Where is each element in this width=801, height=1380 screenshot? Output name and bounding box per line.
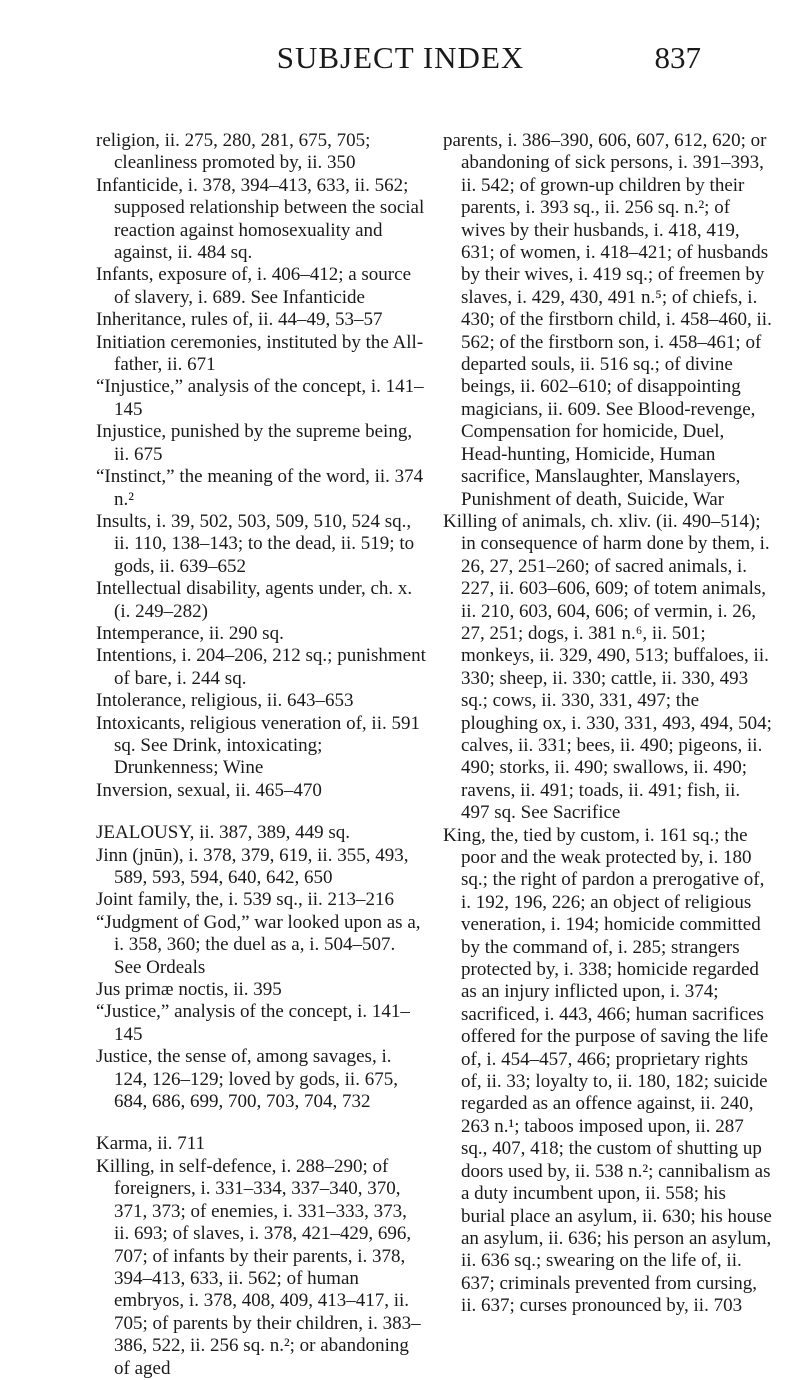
index-entry: Infants, exposure of, i. 406–412; a source of slavery, i. 689. See Infanticide: [96, 264, 412, 308]
index-entry-continued: parents, i. 386–390, 606, 607, 612, 620; or abandoning of sick persons, i. 391–393, ii. 542; of grown-up children by their parents, i. 393 sq., ii. 256 sq. n.²; of wives by their husbands, i. 418, 419, 631; of women, i. 418–421; of husbands by their wives, i. 419 sq.; of freemen by slaves, i. 429, 430, 491 n.⁵; of chiefs, i. 430; of the firstborn child, i. 458–460, ii. 562; of the firstborn son, i. 458–461; of departed souls, ii. 516 sq.; of divine beings, ii. 602–610; of disappointing magicians, ii. 609. See Blood-revenge, Compensation for homicide, Duel, Head-hunting, Homicide, Human sacrifice, Manslaughter, Manslayers, Punishment of death, Suicide, War: [443, 130, 772, 510]
index-entry: “Instinct,” the meaning of the word, ii. 374 n.²: [96, 466, 424, 510]
index-entry: Karma, ii. 711: [96, 1133, 206, 1155]
index-entry: “Judgment of God,” war looked upon as a, i. 358, 360; the duel as a, i. 504–507. See Ordeals: [96, 911, 421, 978]
index-entry: King, the, tied by custom, i. 161 sq.; the poor and the weak protected by, i. 180 sq.; the right of pardon a prerogative of, i. 192, 196, 226; an object of religious veneration, i. 194; homicide committed by the command of, i. 285; strangers protected by, i. 338; homicide regarded as an injury inflicted upon, i. 374; sacrificed, i. 443, 466; human sacrifices offered for the purpose of saving the life of, i. 454–457, 466; proprietary rights of, ii. 33; loyalty to, ii. 180, 182; suicide regarded as an offence against, ii. 240, 263 n.¹; taboos imposed upon, ii. 287 sq., 407, 418; the custom of shutting up doors used by, ii. 538 n.²; cannibalism as a duty incumbent upon, ii. 558; his burial place an asylum, ii. 630; his house an asylum, ii. 636; his person an asylum, ii. 636 sq.; swearing on the life of, ii. 637; criminals prevented from cursing, ii. 637; curses pronounced by, ii. 703: [443, 824, 772, 1317]
index-entry: “Injustice,” analysis of the concept, i. 141–145: [96, 376, 424, 420]
index-entry: Injustice, punished by the supreme being, ii. 675: [96, 421, 413, 465]
left-column: [96, 130, 426, 1380]
index-entry: Inversion, sexual, ii. 465–470: [96, 779, 322, 801]
index-entry: Jus primæ noctis, ii. 395: [96, 979, 282, 1001]
index-entry: Intolerance, religious, ii. 643–653: [96, 690, 354, 712]
index-entry: Initiation ceremonies, instituted by the All-father, ii. 671: [96, 331, 424, 376]
index-entry: Insults, i. 39, 502, 503, 509, 510, 524 sq., ii. 110, 138–143; to the dead, ii. 519; to gods, ii. 639–652: [96, 510, 415, 577]
page-header: [0, 40, 801, 88]
index-entry: Justice, the sense of, among savages, i. 124, 126–129; loved by gods, ii. 675, 684, 686, 699, 700, 703, 704, 732: [96, 1046, 398, 1113]
index-entry: Infanticide, i. 378, 394–413, 633, ii. 562; supposed relationship between the social reaction against homosexuality and against, ii. 484 sq.: [96, 174, 425, 264]
index-entry: Inheritance, rules of, ii. 44–49, 53–57: [96, 309, 383, 331]
index-entry: Joint family, the, i. 539 sq., ii. 213–216: [96, 889, 395, 911]
index-entry: religion, ii. 275, 280, 281, 675, 705; cleanliness promoted by, ii. 350: [96, 130, 371, 174]
index-entry: Killing, in self-defence, i. 288–290; of foreigners, i. 331–334, 337–340, 370, 371, 373; of enemies, i. 331–333, 373, ii. 693; of slaves, i. 378, 421–429, 696, 707; of infants by their parents, i. 378, 394–413, 633, ii. 562; of human embryos, i. 378, 408, 409, 413–417, ii. 705; of parents by their children, i. 383–386, 522, ii. 256 sq. n.²; or abandoning of aged: [96, 1155, 421, 1379]
index-entry: Killing of animals, ch. xliv. (ii. 490–514); in consequence of harm done by them, i. 26, 27, 251–260; of sacred animals, i. 227, ii. 603–606, 609; of totem animals, ii. 210, 603, 604, 606; of vermin, i. 26, 27, 251; dogs, i. 381 n.⁶, ii. 501; monkeys, ii. 329, 490, 513; buffaloes, ii. 330; sheep, ii. 330; cattle, ii. 330, 493 sq.; cows, ii. 330, 331, 497; the ploughing ox, i. 330, 331, 493, 494, 504; calves, ii. 331; bees, ii. 490; pigeons, ii. 490; storks, ii. 490; swallows, ii. 490; ravens, ii. 491; toads, ii. 491; fish, ii. 497 sq. See Sacrifice: [443, 510, 772, 824]
index-entry: JEALOUSY, ii. 387, 389, 449 sq.: [96, 822, 351, 844]
index-entry: “Justice,” analysis of the concept, i. 141–145: [96, 1001, 410, 1045]
index-entry: Intentions, i. 204–206, 212 sq.; punishment of bare, i. 244 sq.: [96, 645, 426, 689]
index-entry: Jinn (jnūn), i. 378, 379, 619, ii. 355, 493, 589, 593, 594, 640, 642, 650: [96, 844, 409, 888]
index-entry: Intoxicants, religious veneration of, ii. 591 sq. See Drink, intoxicating; Drunkenness; Wine: [96, 712, 420, 779]
right-column: [443, 130, 773, 1318]
index-entry: Intellectual disability, agents under, ch. x. (i. 249–282): [96, 578, 413, 622]
running-title: SUBJECT INDEX: [276, 40, 525, 75]
index-entry: Intemperance, ii. 290 sq.: [96, 622, 284, 644]
page-number: 837: [654, 40, 701, 75]
